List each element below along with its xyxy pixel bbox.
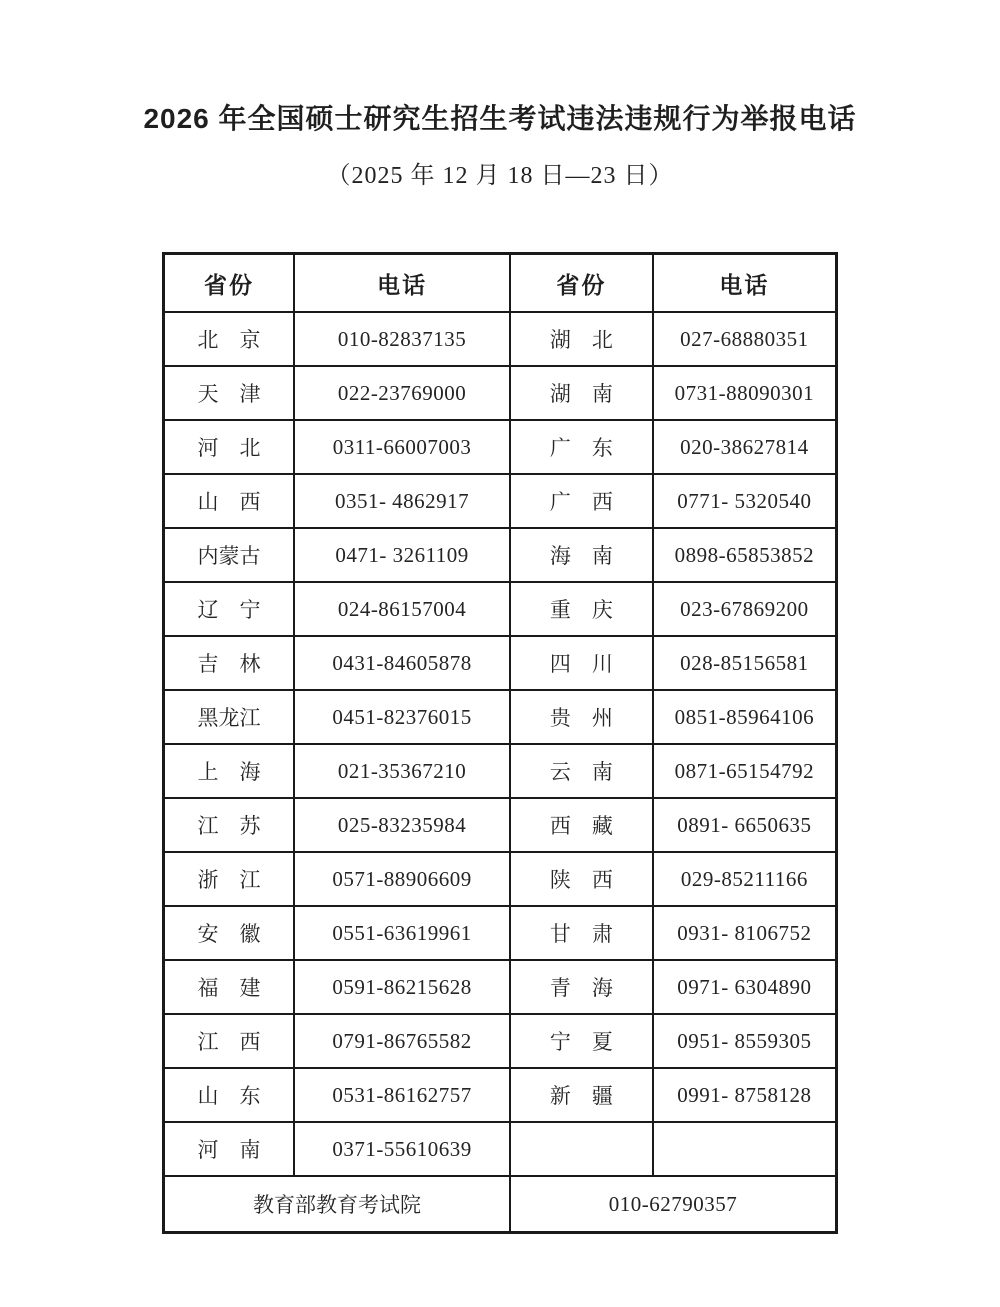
page-subtitle: （2025 年 12 月 18 日—23 日） bbox=[326, 162, 674, 189]
province-cell: 陕 西 bbox=[510, 852, 653, 906]
province-cell: 广 西 bbox=[510, 474, 653, 528]
phone-cell: 0898-65853852 bbox=[653, 528, 837, 582]
province-cell: 甘 肃 bbox=[510, 906, 653, 960]
province-cell: 湖 北 bbox=[510, 312, 653, 366]
table-row bbox=[164, 582, 837, 636]
province-cell: 黑龙江 bbox=[164, 690, 295, 744]
column-header-phone-left: 电话 bbox=[294, 254, 510, 313]
phone-cell: 0431-84605878 bbox=[294, 636, 510, 690]
footer-org-cell: 教育部教育考试院 bbox=[164, 1176, 511, 1233]
province-cell: 广 东 bbox=[510, 420, 653, 474]
phone-cell: 0551-63619961 bbox=[294, 906, 510, 960]
table-row bbox=[164, 420, 837, 474]
footer-phone-cell: 010-62790357 bbox=[510, 1176, 836, 1233]
phone-cell: 025-83235984 bbox=[294, 798, 510, 852]
province-cell: 重 庆 bbox=[510, 582, 653, 636]
phone-cell: 020-38627814 bbox=[653, 420, 837, 474]
phone-table bbox=[162, 252, 838, 1234]
province-cell: 天 津 bbox=[164, 366, 295, 420]
page-title: 2026 年全国硕士研究生招生考试违法违规行为举报电话 bbox=[143, 103, 857, 134]
province-cell: 河 南 bbox=[164, 1122, 295, 1176]
province-cell: 江 西 bbox=[164, 1014, 295, 1068]
phone-cell: 0871-65154792 bbox=[653, 744, 837, 798]
province-cell: 北 京 bbox=[164, 312, 295, 366]
province-cell: 内蒙古 bbox=[164, 528, 295, 582]
province-cell: 山 东 bbox=[164, 1068, 295, 1122]
table-row bbox=[164, 1014, 837, 1068]
phone-cell: 021-35367210 bbox=[294, 744, 510, 798]
province-cell: 青 海 bbox=[510, 960, 653, 1014]
phone-cell: 0851-85964106 bbox=[653, 690, 837, 744]
province-cell: 新 疆 bbox=[510, 1068, 653, 1122]
header-row bbox=[164, 254, 837, 313]
province-cell bbox=[510, 1122, 653, 1176]
table-row bbox=[164, 852, 837, 906]
phone-cell: 0571-88906609 bbox=[294, 852, 510, 906]
table-row bbox=[164, 636, 837, 690]
column-header-province-right: 省份 bbox=[510, 254, 653, 313]
province-cell: 四 川 bbox=[510, 636, 653, 690]
province-cell: 云 南 bbox=[510, 744, 653, 798]
phone-cell: 027-68880351 bbox=[653, 312, 837, 366]
phone-cell: 0591-86215628 bbox=[294, 960, 510, 1014]
column-header-phone-right: 电话 bbox=[653, 254, 837, 313]
phone-cell: 0791-86765582 bbox=[294, 1014, 510, 1068]
table-row bbox=[164, 906, 837, 960]
table-body bbox=[164, 312, 837, 1176]
table-row bbox=[164, 528, 837, 582]
phone-cell bbox=[653, 1122, 837, 1176]
table-row bbox=[164, 366, 837, 420]
table-row bbox=[164, 690, 837, 744]
province-cell: 湖 南 bbox=[510, 366, 653, 420]
table-row bbox=[164, 1068, 837, 1122]
phone-cell: 0451-82376015 bbox=[294, 690, 510, 744]
province-cell: 河 北 bbox=[164, 420, 295, 474]
phone-cell: 022-23769000 bbox=[294, 366, 510, 420]
province-cell: 海 南 bbox=[510, 528, 653, 582]
province-cell: 西 藏 bbox=[510, 798, 653, 852]
phone-cell: 0991- 8758128 bbox=[653, 1068, 837, 1122]
phone-cell: 0311-66007003 bbox=[294, 420, 510, 474]
phone-cell: 0891- 6650635 bbox=[653, 798, 837, 852]
table-row bbox=[164, 960, 837, 1014]
table-row bbox=[164, 798, 837, 852]
province-cell: 辽 宁 bbox=[164, 582, 295, 636]
province-cell: 山 西 bbox=[164, 474, 295, 528]
phone-cell: 010-82837135 bbox=[294, 312, 510, 366]
phone-cell: 0931- 8106752 bbox=[653, 906, 837, 960]
province-cell: 上 海 bbox=[164, 744, 295, 798]
phone-cell: 0351- 4862917 bbox=[294, 474, 510, 528]
footer-row bbox=[164, 1176, 837, 1233]
phone-cell: 0771- 5320540 bbox=[653, 474, 837, 528]
phone-cell: 0971- 6304890 bbox=[653, 960, 837, 1014]
table-row bbox=[164, 1122, 837, 1176]
phone-cell: 0371-55610639 bbox=[294, 1122, 510, 1176]
province-cell: 安 徽 bbox=[164, 906, 295, 960]
phone-cell: 029-85211166 bbox=[653, 852, 837, 906]
province-cell: 浙 江 bbox=[164, 852, 295, 906]
phone-table-container bbox=[162, 252, 838, 1234]
phone-cell: 0731-88090301 bbox=[653, 366, 837, 420]
phone-cell: 0531-86162757 bbox=[294, 1068, 510, 1122]
province-cell: 江 苏 bbox=[164, 798, 295, 852]
table-row bbox=[164, 744, 837, 798]
phone-cell: 024-86157004 bbox=[294, 582, 510, 636]
phone-cell: 023-67869200 bbox=[653, 582, 837, 636]
province-cell: 宁 夏 bbox=[510, 1014, 653, 1068]
province-cell: 吉 林 bbox=[164, 636, 295, 690]
phone-cell: 0951- 8559305 bbox=[653, 1014, 837, 1068]
table-row bbox=[164, 312, 837, 366]
phone-cell: 0471- 3261109 bbox=[294, 528, 510, 582]
column-header-province-left: 省份 bbox=[164, 254, 295, 313]
table-row bbox=[164, 474, 837, 528]
phone-cell: 028-85156581 bbox=[653, 636, 837, 690]
province-cell: 贵 州 bbox=[510, 690, 653, 744]
province-cell: 福 建 bbox=[164, 960, 295, 1014]
